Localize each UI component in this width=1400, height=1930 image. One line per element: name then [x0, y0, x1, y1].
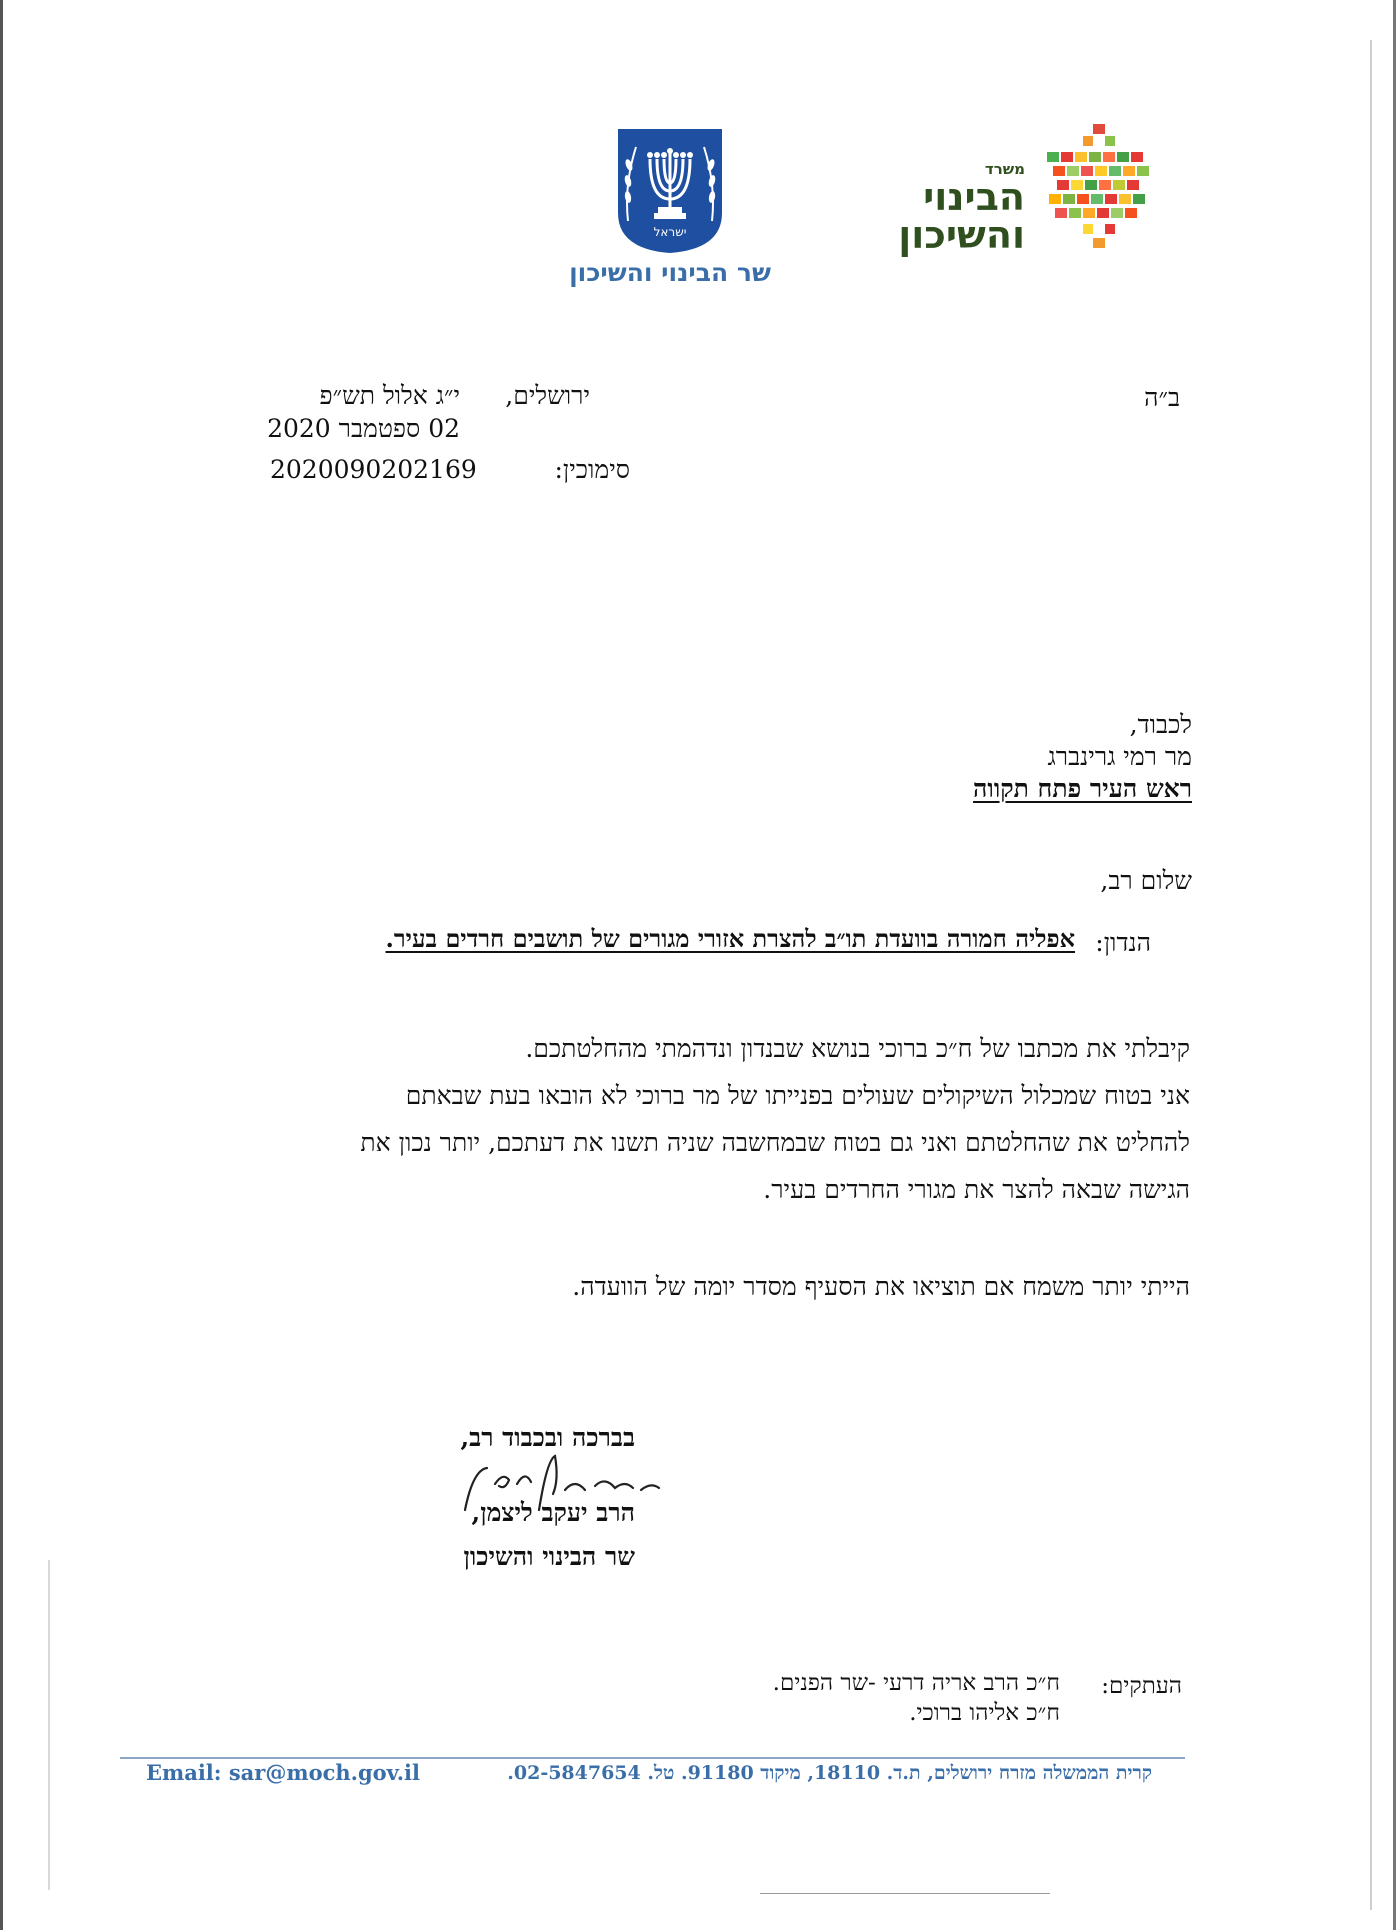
- footer-address: קרית הממשלה מזרח ירושלים, ת.ד. 18110, מיקוד 91180. טל. 02-5847654.: [507, 1762, 1152, 1784]
- hebrew-date: י״ג אלול תש״פ: [319, 381, 460, 410]
- cc-label: העתקים:: [1101, 1673, 1182, 1699]
- page-border-left: [0, 0, 3, 1930]
- gregorian-date: 02 ספטמבר 2020: [267, 414, 460, 443]
- reference-label: סימוכין:: [554, 455, 630, 484]
- city-label: ירושלים,: [505, 381, 590, 410]
- scan-edge-line-left: [48, 1560, 50, 1890]
- page-border-right: [1393, 0, 1396, 1930]
- body-line-1: קיבלתי את מכתבו של ח״כ ברוכי בנושא שבנדון ונדהמתי מהחלטתכם.: [525, 1034, 1190, 1063]
- ministry-logo-small-text: משרד: [984, 160, 1025, 178]
- recipient-salutation: לכבוד,: [1129, 710, 1192, 739]
- scan-edge-line: [1370, 40, 1372, 1910]
- body-line-4: הגישה שבאה להצר את מגורי החרדים בעיר.: [763, 1175, 1190, 1204]
- body-closing-line: הייתי יותר משמח אם תוציאו את הסעיף מסדר יומה של הוועדה.: [572, 1272, 1190, 1301]
- body-line-2: אני בטוח שמכלול השיקולים שעולים בפנייתו של מר ברוכי לא הובאו בעת שבאתם: [405, 1081, 1190, 1110]
- footer-divider: [120, 1757, 1185, 1759]
- state-emblem-icon: [614, 125, 726, 255]
- bottom-divider: [760, 1893, 1050, 1894]
- recipient-title: ראש העיר פתח תקווה: [973, 774, 1192, 803]
- signature-name: הרב יעקב ליצמן,: [471, 1498, 635, 1527]
- reference-number: 2020090202169: [270, 455, 477, 484]
- footer-email: Email: sar@moch.gov.il: [146, 1760, 420, 1785]
- body-line-3: להחליט את שהחלטתם ואני גם בטוח שבמחשבה שניה תשנו את דעתכם, יותר נכון את: [360, 1128, 1190, 1157]
- emblem-caption: שר הבינוי והשיכון: [569, 258, 771, 287]
- subject-text: אפליה חמורה בוועדת תו״ב להצרת אזורי מגורים של תושבים חרדים בעיר.: [385, 924, 1075, 953]
- cc-item-2: ח״כ אליהו ברוכי.: [909, 1700, 1060, 1726]
- subject-label: הנדון:: [1095, 928, 1151, 957]
- cc-item-1: ח״כ הרב אריה דרעי -שר הפנים.: [772, 1670, 1060, 1696]
- ministry-logo-line1: הבינוי: [923, 175, 1025, 219]
- signature-title: שר הבינוי והשיכון: [463, 1542, 635, 1571]
- ministry-logo-icon: [1043, 122, 1155, 257]
- greeting: שלום רב,: [1100, 866, 1192, 895]
- recipient-name: מר רמי גרינברג: [1047, 742, 1192, 771]
- bh-mark: ב״ה: [1144, 383, 1180, 412]
- ministry-logo-line2: והשיכון: [898, 213, 1025, 257]
- signature-closing: בברכה ובכבוד רב,: [460, 1423, 635, 1452]
- emblem-text: ישראל: [653, 225, 687, 239]
